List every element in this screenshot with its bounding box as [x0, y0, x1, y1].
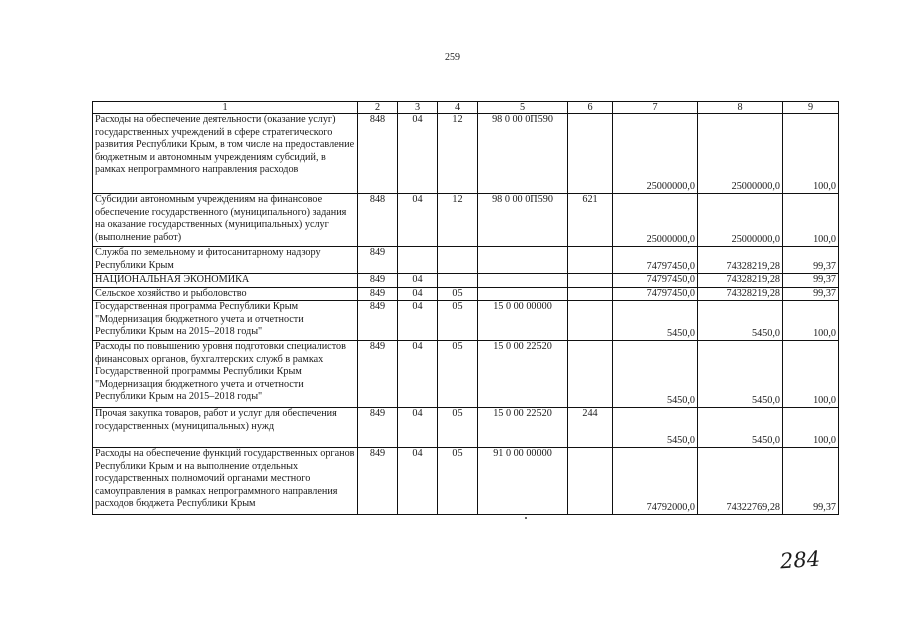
cell-expense-type	[568, 114, 613, 194]
cell-target-article	[478, 247, 568, 274]
row-name: Расходы на обеспечение функций государственных органов Республики Крым и на выполнение отдельных государственных полномочий органами местного самоуправления в рамках непрограммного направления расходов бюджета Республики Крым	[93, 448, 358, 515]
row-name: Субсидии автономным учреждениям на финансовое обеспечение государственного (муниципального) задания на оказание государственных (муниципальных) услуг (выполнение работ)	[93, 194, 358, 247]
column-header: 9	[783, 102, 839, 114]
cell-percent: 100,0	[783, 114, 839, 194]
cell-expense-type	[568, 301, 613, 341]
cell-expense-type	[568, 247, 613, 274]
cell-section: 04	[398, 448, 438, 515]
cell-expense-type: 244	[568, 408, 613, 448]
cell-executed: 25000000,0	[698, 194, 783, 247]
table-row	[93, 274, 839, 288]
cell-admin-code: 849	[358, 247, 398, 274]
table-row	[93, 341, 839, 408]
row-name: Прочая закупка товаров, работ и услуг для обеспечения государственных (муниципальных) нужд	[93, 408, 358, 448]
cell-section	[398, 247, 438, 274]
cell-percent: 100,0	[783, 408, 839, 448]
cell-executed: 74328219,28	[698, 274, 783, 288]
column-header: 5	[478, 102, 568, 114]
cell-percent: 99,37	[783, 247, 839, 274]
cell-subsection	[438, 247, 478, 274]
cell-target-article: 91 0 00 00000	[478, 448, 568, 515]
cell-target-article: 98 0 00 0П590	[478, 114, 568, 194]
table-row	[93, 194, 839, 247]
cell-admin-code: 848	[358, 114, 398, 194]
cell-expense-type: 621	[568, 194, 613, 247]
cell-section: 04	[398, 114, 438, 194]
column-header: 7	[613, 102, 698, 114]
cell-section: 04	[398, 287, 438, 301]
cell-percent: 99,37	[783, 448, 839, 515]
cell-executed: 74328219,28	[698, 287, 783, 301]
cell-executed: 5450,0	[698, 301, 783, 341]
column-header: 4	[438, 102, 478, 114]
cell-admin-code: 849	[358, 341, 398, 408]
cell-subsection: 12	[438, 114, 478, 194]
table-row	[93, 408, 839, 448]
table-row	[93, 448, 839, 515]
cell-expense-type	[568, 287, 613, 301]
cell-expense-type	[568, 341, 613, 408]
cell-admin-code: 849	[358, 274, 398, 288]
handwritten-page-number: 284	[779, 546, 821, 574]
row-name: Расходы по повышению уровня подготовки специалистов финансовых органов, бухгалтерских служб в рамках Государственной программы Республики Крым "Модернизация бюджетного учета и отчетности Республики Крым на 2015–2018 годы"	[93, 341, 358, 408]
cell-target-article: 15 0 00 00000	[478, 301, 568, 341]
column-header: 3	[398, 102, 438, 114]
column-header: 8	[698, 102, 783, 114]
cell-subsection: 05	[438, 287, 478, 301]
row-name: Расходы на обеспечение деятельности (оказание услуг) государственных учреждений в сфере стратегического развития Республики Крым, в том числе на предоставление бюджетным и автономным учреждениям субсидий, в рамках непрограммного направления расходов	[93, 114, 358, 194]
cell-admin-code: 849	[358, 287, 398, 301]
cell-admin-code: 849	[358, 448, 398, 515]
cell-subsection: 05	[438, 341, 478, 408]
cell-planned: 25000000,0	[613, 194, 698, 247]
budget-table	[92, 101, 839, 515]
cell-percent: 99,37	[783, 274, 839, 288]
cell-subsection: 05	[438, 301, 478, 341]
row-name: Сельское хозяйство и рыболовство	[93, 287, 358, 301]
column-header: 6	[568, 102, 613, 114]
table-header-row	[93, 102, 839, 114]
cell-executed: 25000000,0	[698, 114, 783, 194]
column-header: 1	[93, 102, 358, 114]
cell-planned: 5450,0	[613, 301, 698, 341]
cell-percent: 100,0	[783, 341, 839, 408]
cell-planned: 5450,0	[613, 408, 698, 448]
cell-subsection: 05	[438, 408, 478, 448]
table-row	[93, 114, 839, 194]
cell-planned: 74792000,0	[613, 448, 698, 515]
cell-target-article: 15 0 00 22520	[478, 341, 568, 408]
cell-admin-code: 848	[358, 194, 398, 247]
cell-admin-code: 849	[358, 301, 398, 341]
cell-section: 04	[398, 408, 438, 448]
cell-target-article: 98 0 00 0П590	[478, 194, 568, 247]
table-row	[93, 247, 839, 274]
cell-target-article	[478, 274, 568, 288]
cell-target-article: 15 0 00 22520	[478, 408, 568, 448]
cell-admin-code: 849	[358, 408, 398, 448]
cell-section: 04	[398, 301, 438, 341]
cell-section: 04	[398, 194, 438, 247]
cell-executed: 5450,0	[698, 341, 783, 408]
cell-target-article	[478, 287, 568, 301]
cell-expense-type	[568, 448, 613, 515]
cell-subsection: 12	[438, 194, 478, 247]
cell-percent: 99,37	[783, 287, 839, 301]
table-row	[93, 301, 839, 341]
cell-section: 04	[398, 341, 438, 408]
cell-percent: 100,0	[783, 301, 839, 341]
cell-planned: 25000000,0	[613, 114, 698, 194]
cell-percent: 100,0	[783, 194, 839, 247]
table-row	[93, 287, 839, 301]
cell-planned: 74797450,0	[613, 274, 698, 288]
cell-planned: 5450,0	[613, 341, 698, 408]
cell-section: 04	[398, 274, 438, 288]
column-header: 2	[358, 102, 398, 114]
cell-executed: 74328219,28	[698, 247, 783, 274]
row-name: Государственная программа Республики Крым "Модернизация бюджетного учета и отчетности Республики Крым на 2015–2018 годы"	[93, 301, 358, 341]
cell-executed: 74322769,28	[698, 448, 783, 515]
cell-executed: 5450,0	[698, 408, 783, 448]
page-number: 259	[445, 52, 460, 63]
cell-planned: 74797450,0	[613, 287, 698, 301]
cell-expense-type	[568, 274, 613, 288]
cell-subsection	[438, 274, 478, 288]
cell-planned: 74797450,0	[613, 247, 698, 274]
row-name: НАЦИОНАЛЬНАЯ ЭКОНОМИКА	[93, 274, 358, 288]
stray-mark	[525, 517, 527, 519]
cell-subsection: 05	[438, 448, 478, 515]
row-name: Служба по земельному и фитосанитарному надзору Республики Крым	[93, 247, 358, 274]
